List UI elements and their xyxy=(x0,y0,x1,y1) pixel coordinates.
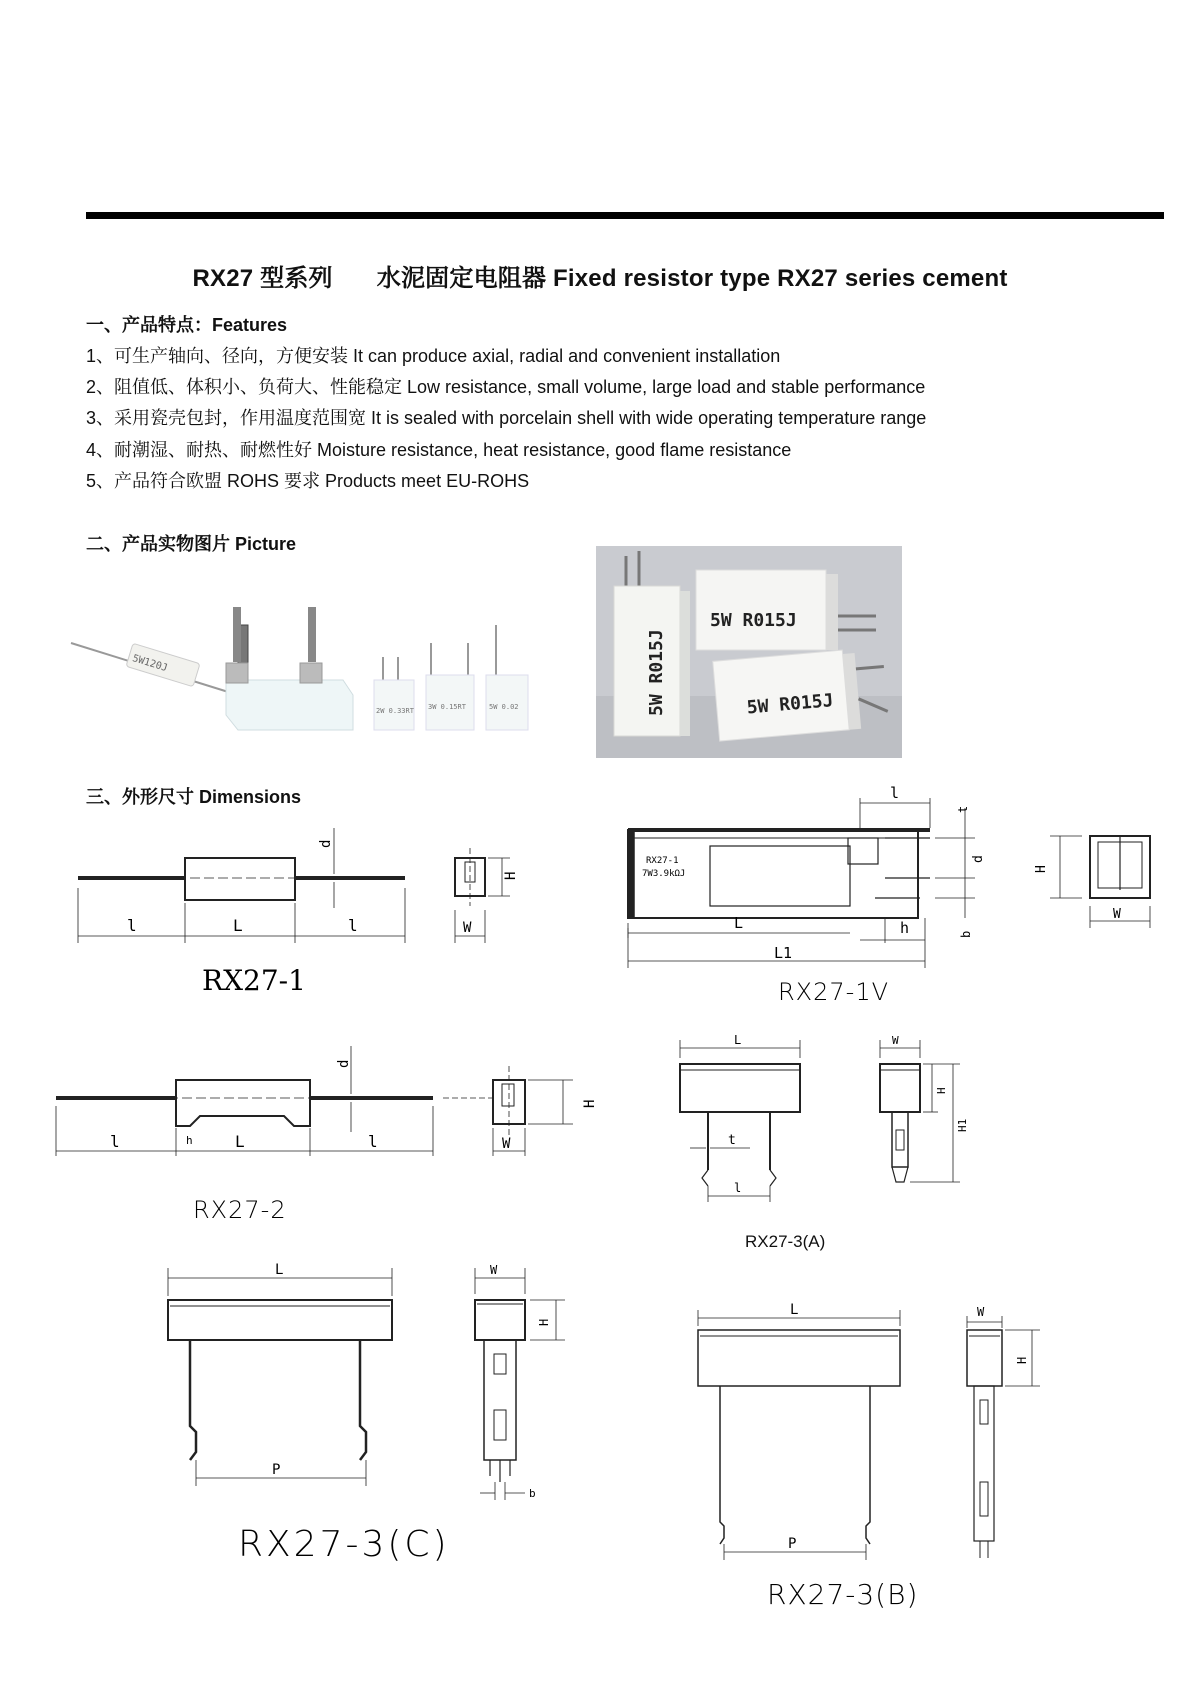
rx27-1v-label-t: t xyxy=(956,805,970,813)
rx27-2-label-d: d xyxy=(336,1059,352,1068)
rx27-3c-label-b: b xyxy=(529,1487,536,1500)
rx27-1-label-W: W xyxy=(463,920,472,936)
rx27-1-caption: RX27-1 xyxy=(202,964,306,997)
document-title xyxy=(0,258,1200,293)
product-picture-left xyxy=(68,585,548,745)
photo-mark-bottom: 5W R015J xyxy=(746,690,835,719)
rx27-2-caption: RX27-2 xyxy=(193,1196,287,1224)
feature-item-4: 4、耐潮湿、耐热、耐燃性好 Moisture resistance, heat resistance, good flame resistance xyxy=(86,440,792,460)
product-photo-right xyxy=(596,546,902,758)
rx27-3b-drawing xyxy=(690,1286,1080,1616)
rx27-1v-label-L1: L1 xyxy=(774,944,793,962)
rx27-1v-label-L: L xyxy=(734,914,744,932)
rx27-1-label-l-left: l xyxy=(127,916,137,935)
feature-item-2: 2、阻值低、体积小、负荷大、性能稳定 Low resistance, small volume, large load and stable performance xyxy=(86,377,926,397)
title-part1: RX27 型系列 xyxy=(192,265,333,292)
rx27-3a-label-l: l xyxy=(734,1181,742,1195)
picture-heading: 二、产品实物图片 Picture xyxy=(86,534,297,554)
rx27-2-label-H: H xyxy=(582,1099,598,1108)
rx27-3c-drawing xyxy=(150,1256,570,1576)
rx27-1-label-H: H xyxy=(503,871,519,880)
feature-item-1: 1、可生产轴向、径向，方便安装 It can produce axial, radial and convenient installation xyxy=(86,346,781,366)
photo-mark-vertical: 5W R015J xyxy=(646,629,667,716)
rx27-2-drawing xyxy=(48,1036,608,1226)
rx27-1-label-L: L xyxy=(233,916,243,935)
small-resistor-mark-1: 2W 0.33RT xyxy=(376,707,414,715)
rx27-3c-label-P: P xyxy=(272,1462,281,1478)
axial-resistor-mark: 5W120J xyxy=(131,653,169,675)
header-rule xyxy=(86,212,1164,219)
rx27-1v-mark-2: 7W3.9kΩJ xyxy=(642,869,686,879)
rx27-3a-label-W: W xyxy=(892,1034,899,1047)
rx27-1v-drawing xyxy=(620,778,1160,1008)
small-resistor-mark-2: 3W 0.15RT xyxy=(428,703,466,711)
rx27-1v-label-h: h xyxy=(900,919,910,937)
rx27-3a-drawing xyxy=(670,1030,990,1250)
rx27-3a-label-H1: H1 xyxy=(956,1118,969,1132)
rx27-2-label-L: L xyxy=(235,1132,245,1151)
rx27-3b-caption: RX27-3(B) xyxy=(767,1578,919,1611)
rx27-3a-label-L: L xyxy=(734,1033,742,1047)
rx27-2-label-h: h xyxy=(186,1134,193,1147)
rx27-3a-caption: RX27-3(A) xyxy=(745,1232,826,1251)
rx27-3a-label-t: t xyxy=(728,1133,736,1148)
rx27-3b-label-W: W xyxy=(977,1305,985,1319)
feature-item-3: 3、采用瓷壳包封，作用温度范围宽 It is sealed with porcelain shell with wide operating temperature range xyxy=(86,408,927,428)
rx27-2-label-l-right: l xyxy=(368,1132,378,1151)
title-part2: 水泥固定电阻器 Fixed resistor type RX27 series cement xyxy=(376,265,1008,292)
rx27-1v-label-W: W xyxy=(1113,907,1121,922)
rx27-1v-label-b: b xyxy=(959,930,973,938)
rx27-1v-mark-1: RX27-1 xyxy=(646,856,679,866)
rx27-2-label-W: W xyxy=(502,1136,511,1152)
rx27-3c-label-L: L xyxy=(275,1262,284,1278)
rx27-1-label-d: d xyxy=(318,839,334,848)
photo-mark-top: 5W R015J xyxy=(710,610,797,631)
rx27-1-label-l-right: l xyxy=(348,916,358,935)
rx27-1v-label-d: d xyxy=(971,855,986,863)
rx27-3c-label-H: H xyxy=(537,1318,551,1326)
rx27-1v-caption: RX27-1V xyxy=(778,978,890,1006)
rx27-1v-label-l: l xyxy=(890,784,900,802)
rx27-3a-label-H: H xyxy=(935,1087,948,1094)
rx27-3c-caption: RX27-3(C) xyxy=(238,1524,450,1565)
small-resistor-mark-3: 5W 0.02 xyxy=(489,703,519,711)
rx27-1-drawing xyxy=(70,818,540,998)
rx27-3c-label-W: W xyxy=(490,1263,498,1277)
dimensions-heading: 三、外形尺寸 Dimensions xyxy=(86,787,302,807)
rx27-3b-label-L: L xyxy=(790,1302,799,1318)
rx27-3b-label-P: P xyxy=(788,1536,797,1552)
features-heading: 一、产品特点：Features xyxy=(86,315,288,335)
rx27-2-label-l-left: l xyxy=(110,1132,120,1151)
rx27-1v-label-H: H xyxy=(1034,865,1049,873)
feature-item-5: 5、产品符合欧盟 ROHS 要求 Products meet EU-ROHS xyxy=(86,471,530,491)
rx27-3b-label-H: H xyxy=(1015,1356,1029,1364)
